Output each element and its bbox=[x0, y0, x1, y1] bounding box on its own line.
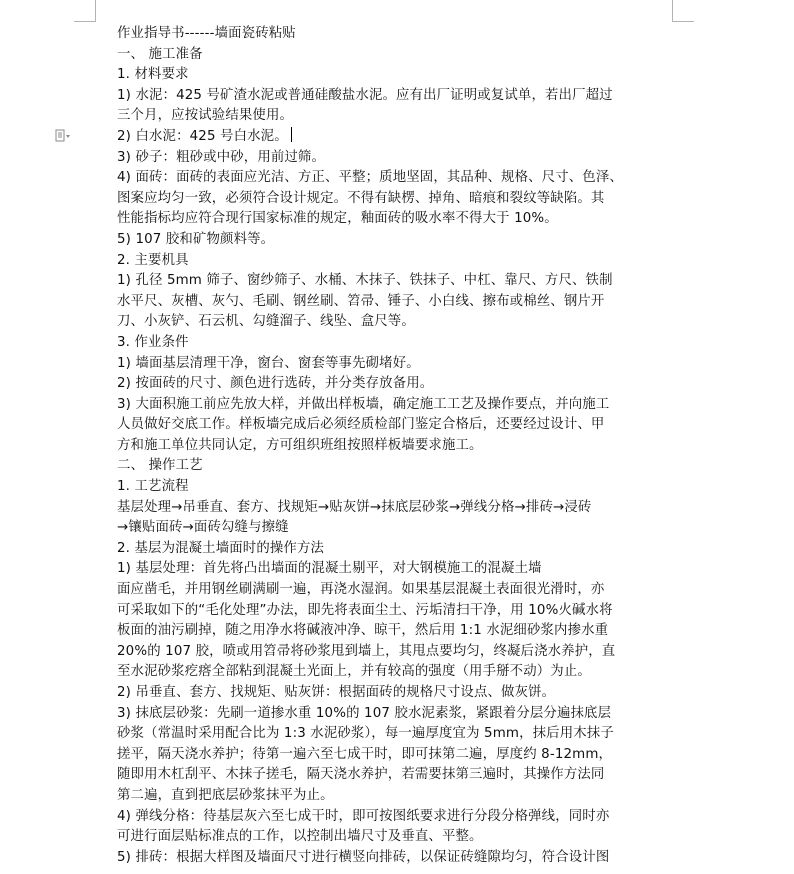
subsection-heading: 2. 基层为混凝土墙面时的操作方法 bbox=[117, 540, 325, 556]
paragraph-line: 20%的 107 胶，喷或用笤帚将砂浆甩到墙上，其甩点要均匀，终凝后浇水养护，直 bbox=[117, 643, 616, 659]
paragraph-line: 搓平，隔天浇水养护；待第一遍六至七成干时，即可抹第二遍，厚度约 8-12mm， bbox=[117, 746, 613, 762]
paragraph-line: 2) 按面砖的尺寸、颜色进行选砖，并分类存放备用。 bbox=[117, 376, 434, 392]
paragraph-line: 5) 107 胶和矿物颜料等。 bbox=[117, 231, 275, 247]
paragraph-line: 1) 墙面基层清理干净，窗台、窗套等事先砌堵好。 bbox=[117, 355, 420, 371]
subsection-heading: 2. 主要机具 bbox=[117, 252, 189, 268]
paragraph-line: 可采取如下的“毛化处理”办法，即先将表面尘土、污垢清扫干净，用 10%火碱水将 bbox=[117, 602, 613, 618]
paragraph-line: 砂浆（常温时采用配合比为 1:3 水泥砂浆），每一遍厚度宜为 5mm，抹后用木抹子 bbox=[117, 726, 614, 742]
paragraph-line: 4) 弹线分格：待基层灰六至七成干时，即可按图纸要求进行分段分格弹线，同时亦 bbox=[117, 808, 610, 824]
paragraph-line: 方和施工单位共同认定，方可组织班组按照样板墙要求施工。 bbox=[117, 437, 483, 453]
document-title: 作业指导书------墙面瓷砖粘贴 bbox=[117, 26, 296, 41]
paragraph-options-icon[interactable] bbox=[55, 128, 71, 142]
paragraph-line: 第二遍，直到把底层砂浆抹平为止。 bbox=[117, 787, 334, 803]
paragraph-line: 刀、小灰铲、石云机、勾缝溜子、线坠、盒尺等。 bbox=[117, 314, 415, 330]
corner-mark-horizontal bbox=[672, 21, 694, 22]
paragraph-line: 性能指标均应符合现行国家标准的规定，釉面砖的吸水率不得大于 10%。 bbox=[117, 211, 558, 227]
subsection-heading: 1. 工艺流程 bbox=[117, 479, 189, 495]
paragraph-line: 随即用木杠刮平、木抹子搓毛，隔天浇水养护，若需要抹第三遍时，其操作方法同 bbox=[117, 767, 605, 783]
paragraph-line: 1) 水泥：425 号矿渣水泥或普通硅酸盐水泥。应有出厂证明或复试单，若出厂超过 bbox=[117, 87, 613, 103]
subsection-heading: 3. 作业条件 bbox=[117, 334, 189, 350]
subsection-heading: 1. 材料要求 bbox=[117, 67, 189, 83]
corner-mark-vertical bbox=[95, 0, 96, 22]
paragraph-line: 2) 吊垂直、套方、找规矩、贴灰饼：根据面砖的规格尺寸设点、做灰饼。 bbox=[117, 685, 556, 700]
section-heading: 二、 操作工艺 bbox=[117, 458, 203, 474]
paragraph-line: →镶贴面砖→面砖勾缝与擦缝 bbox=[117, 520, 289, 536]
paragraph-line-with-cursor bbox=[117, 127, 677, 148]
paragraph-line: 面应凿毛，并用钢丝刷满刷一遍，再浇水湿润。如果基层混凝土表面很光滑时，亦 bbox=[117, 582, 605, 598]
corner-mark-horizontal bbox=[74, 21, 96, 22]
paragraph-line: 3) 砂子：粗砂或中砂，用前过筛。 bbox=[117, 149, 326, 165]
paragraph-line: 图案应均匀一致，必须符合设计规定。不得有缺楞、掉角、暗痕和裂纹等缺陷。其 bbox=[117, 190, 605, 206]
paragraph-text: 2) 白水泥：425 号白水泥。 bbox=[117, 128, 288, 144]
paragraph-line: 基层处理→吊垂直、套方、找规矩→贴灰饼→抹底层砂浆→弹线分格→排砖→浸砖 bbox=[117, 499, 592, 515]
paragraph-line: 1) 孔径 5mm 筛子、窗纱筛子、水桶、木抹子、铁抹子、中杠、靠尺、方尺、铁制 bbox=[117, 273, 613, 289]
corner-mark-vertical bbox=[672, 0, 673, 22]
section-heading: 一、 施工准备 bbox=[117, 46, 203, 62]
paragraph-line: 至水泥砂浆疙瘩全部粘到混凝土光面上，并有较高的强度（用手掰不动）为止。 bbox=[117, 664, 591, 680]
paragraph-line: 人员做好交底工作。样板墙完成后必须经质检部门鉴定合格后，还要经过设计、甲 bbox=[117, 417, 605, 433]
paragraph-line: 5) 排砖：根据大样图及墙面尺寸进行横竖向排砖，以保证砖缝隙均匀，符合设计图 bbox=[117, 849, 610, 865]
paragraph-line: 3) 大面积施工前应先放大样，并做出样板墙，确定施工工艺及操作要点，并向施工 bbox=[117, 396, 610, 412]
paragraph-line: 板面的油污刷掉，随之用净水将碱液冲净、晾干，然后用 1:1 水泥细砂浆内掺水重 bbox=[117, 623, 609, 639]
text-cursor bbox=[291, 127, 293, 142]
paragraph-line: 1) 基层处理：首先将凸出墙面的混凝土剔平，对大钢模施工的混凝土墙 bbox=[117, 561, 542, 577]
paragraph-line: 可进行面层贴标准点的工作，以控制出墙尺寸及垂直、平整。 bbox=[117, 829, 483, 845]
paragraph-line: 4) 面砖：面砖的表面应光洁、方正、平整；质地坚固，其品种、规格、尺寸、色泽、 bbox=[117, 170, 623, 186]
paragraph-line: 水平尺、灰槽、灰勺、毛刷、钢丝刷、笤帚、锤子、小白线、擦布或棉丝、钢片开 bbox=[117, 293, 605, 309]
paragraph-line: 3) 抹底层砂浆：先刷一道掺水重 10%的 107 胶水泥素浆，紧跟着分层分遍抹底层 bbox=[117, 705, 612, 721]
paragraph-line: 三个月，应按试验结果使用。 bbox=[117, 108, 294, 124]
document-body[interactable] bbox=[117, 24, 677, 868]
